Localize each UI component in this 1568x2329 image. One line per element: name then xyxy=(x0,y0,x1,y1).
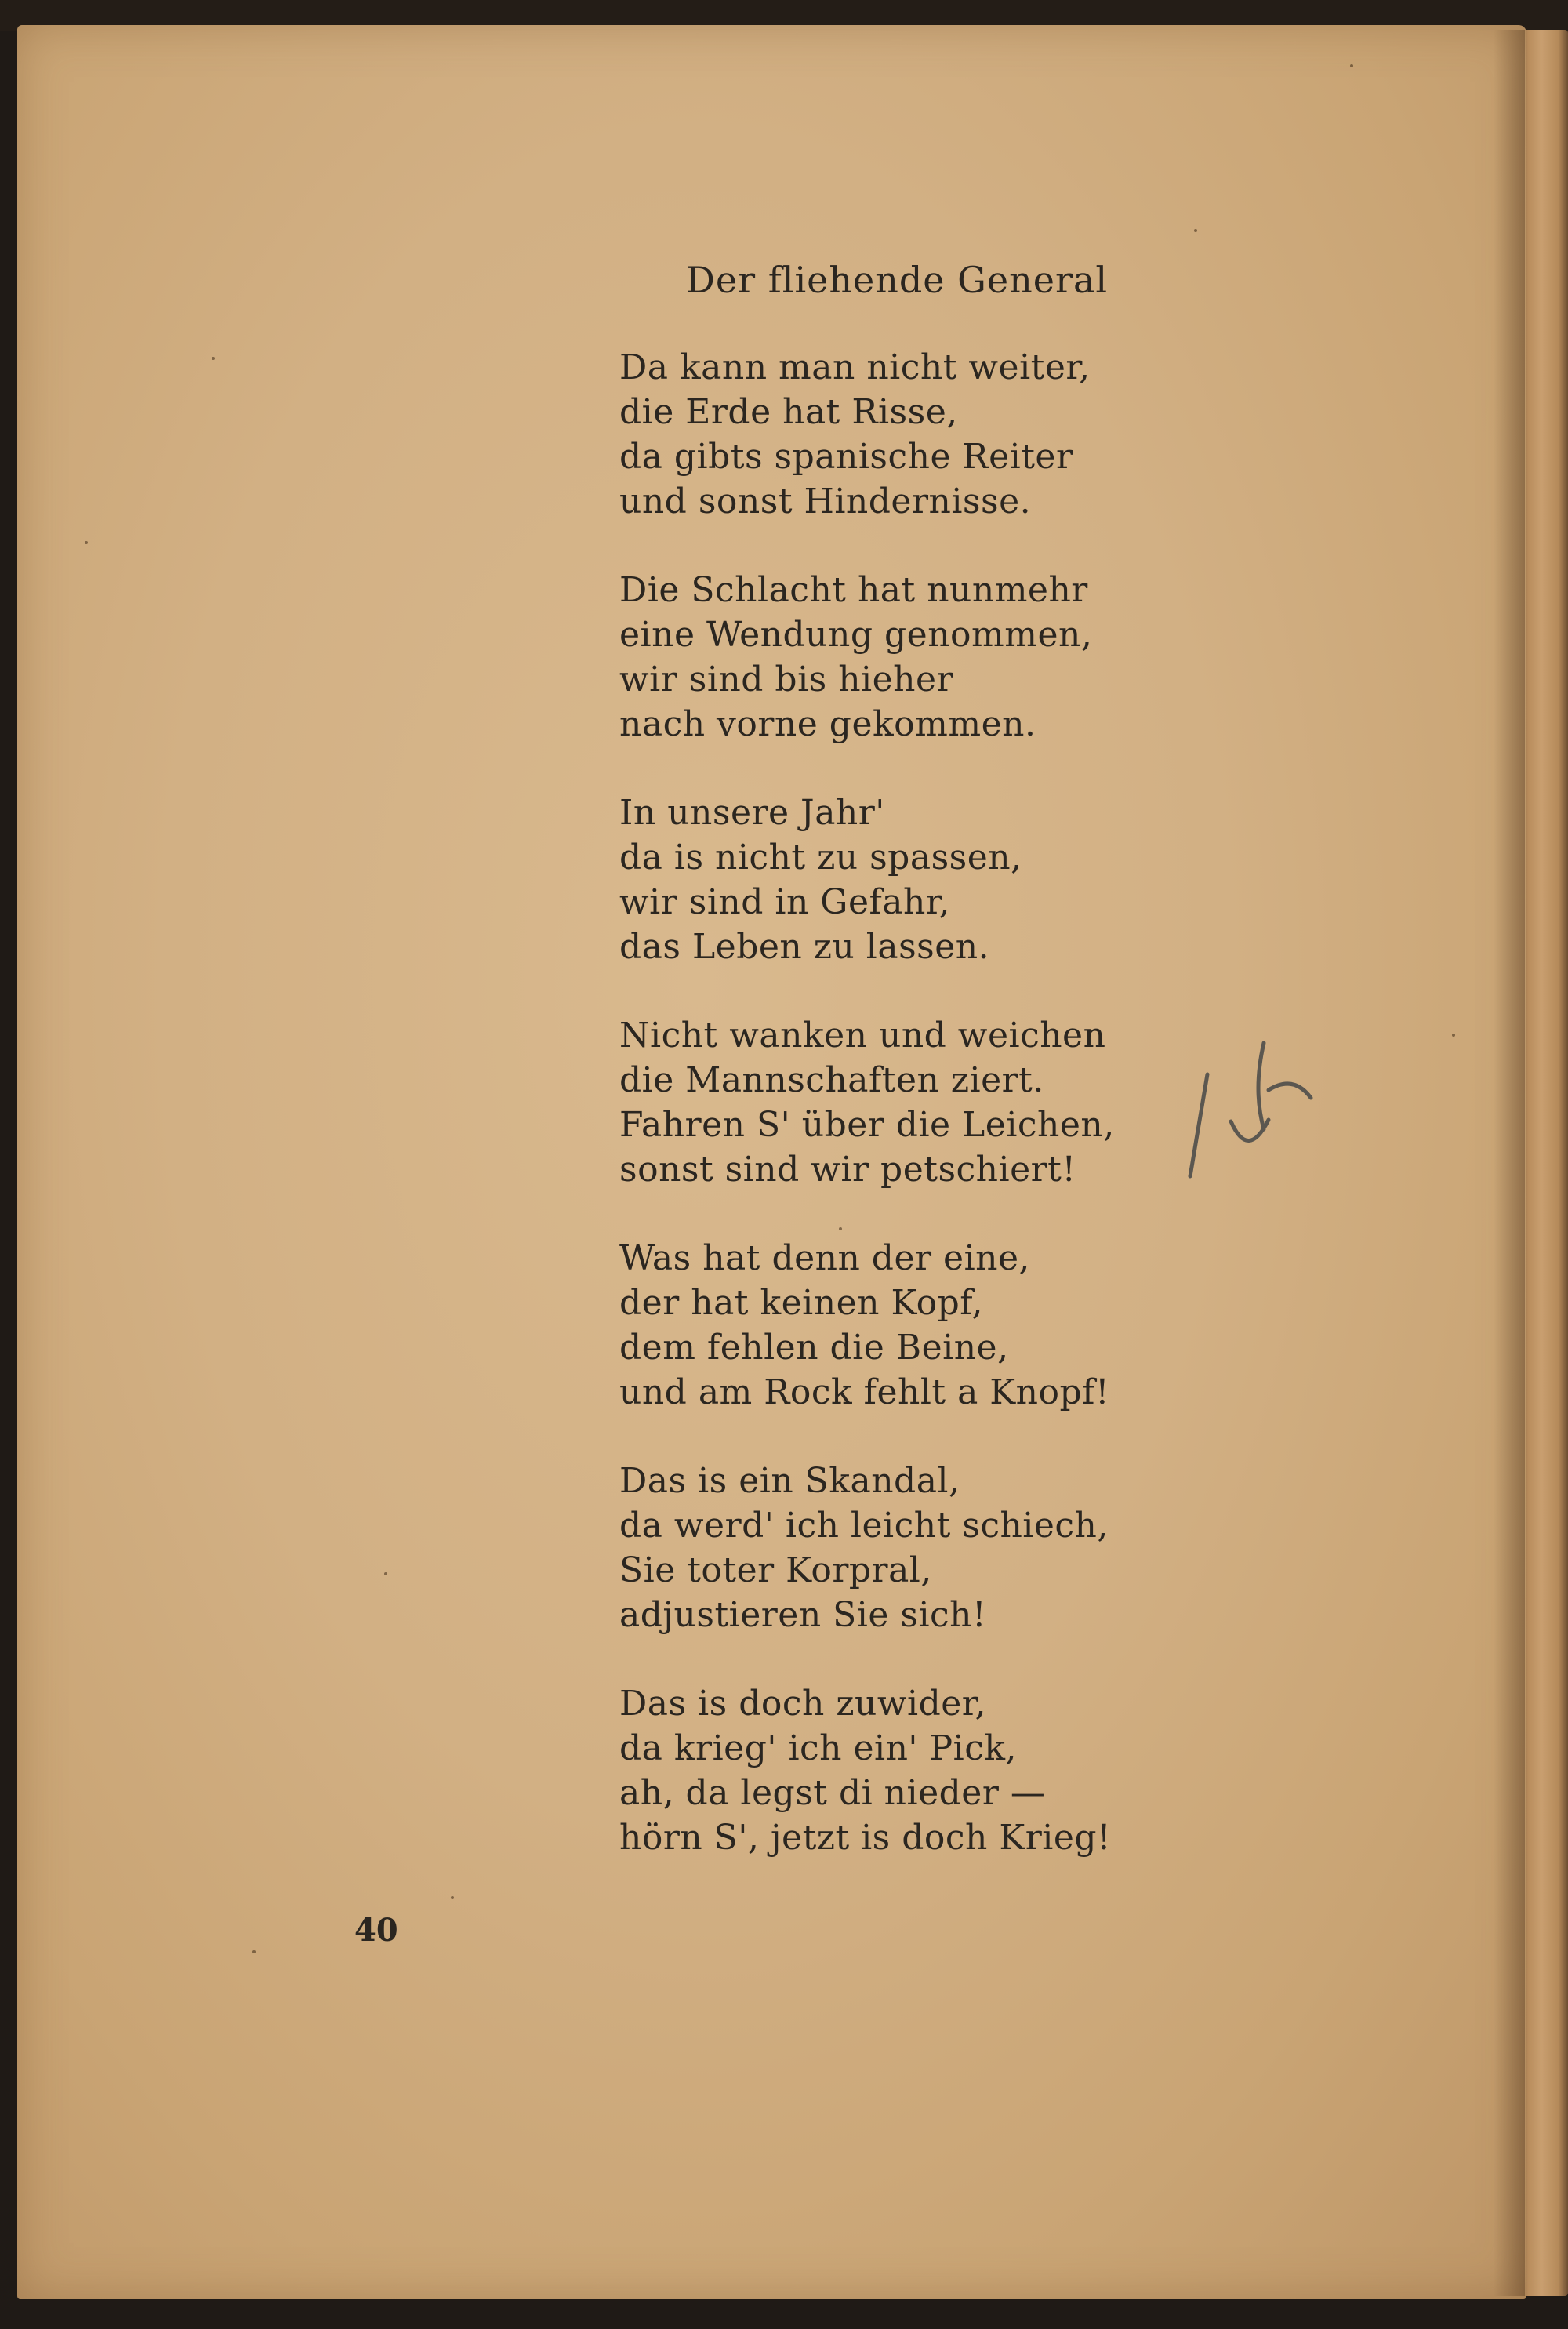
poem-line: wir sind bis hieher xyxy=(619,659,954,699)
poem-line: die Mannschaften ziert. xyxy=(619,1060,1044,1100)
stanza-3 xyxy=(619,790,1215,969)
poem-line: dem fehlen die Beine, xyxy=(619,1328,1009,1368)
poem-line: Sie toter Korpral, xyxy=(619,1550,932,1590)
poem-line: Was hat denn der eine, xyxy=(619,1238,1031,1278)
paper-speck xyxy=(1194,229,1197,232)
poem-line: sonst sind wir petschiert! xyxy=(619,1150,1076,1190)
gutter-shadow xyxy=(1494,30,1525,2296)
adjacent-page-edge xyxy=(1519,30,1568,2296)
paper-speck xyxy=(252,1950,256,1953)
paper-speck xyxy=(384,1572,387,1575)
poem-line: der hat keinen Kopf, xyxy=(619,1283,983,1323)
stanza-4 xyxy=(619,1013,1215,1192)
poem-body xyxy=(619,345,1215,1904)
paper-speck xyxy=(1350,64,1353,67)
poem-line: da is nicht zu spassen, xyxy=(619,837,1022,877)
stanza-6 xyxy=(619,1459,1215,1637)
poem-line: hörn S', jetzt is doch Krieg! xyxy=(619,1818,1112,1858)
handwritten-pencil-mark-icon xyxy=(1176,1027,1325,1184)
poem-line: Fahren S' über die Leichen, xyxy=(619,1105,1115,1145)
poem-line: wir sind in Gefahr, xyxy=(619,882,951,922)
poem-line: eine Wendung genommen, xyxy=(619,615,1093,655)
poem-line: die Erde hat Risse, xyxy=(619,392,958,432)
stanza-2 xyxy=(619,568,1215,747)
paper-speck xyxy=(1452,1034,1455,1037)
paper-speck xyxy=(839,1227,842,1230)
poem-line: In unsere Jahr' xyxy=(619,793,885,833)
poem-line: nach vorne gekommen. xyxy=(619,704,1036,744)
poem-line: und am Rock fehlt a Knopf! xyxy=(619,1372,1110,1412)
poem-line: da gibts spanische Reiter xyxy=(619,437,1073,477)
poem-line: Die Schlacht hat nunmehr xyxy=(619,570,1088,610)
poem-line: Das is doch zuwider, xyxy=(619,1684,986,1724)
poem-line: und sonst Hindernisse. xyxy=(619,481,1032,521)
paper-speck xyxy=(85,541,88,544)
paper-speck xyxy=(212,357,215,360)
poem-line: ah, da legst di nieder — xyxy=(619,1773,1046,1813)
stanza-1 xyxy=(619,345,1215,524)
stanza-5 xyxy=(619,1236,1215,1415)
poem-line: Da kann man nicht weiter, xyxy=(619,347,1091,387)
stanza-7 xyxy=(619,1681,1215,1860)
poem-line: das Leben zu lassen. xyxy=(619,927,990,967)
poem-title: Der fliehende General xyxy=(686,259,1109,301)
poem-line: Nicht wanken und weichen xyxy=(619,1016,1106,1055)
poem-line: adjustieren Sie sich! xyxy=(619,1595,987,1635)
poem-line: da krieg' ich ein' Pick, xyxy=(619,1728,1017,1768)
paper-speck xyxy=(451,1896,454,1899)
poem-line: da werd' ich leicht schiech, xyxy=(619,1506,1109,1546)
page-number: 40 xyxy=(354,1912,398,1949)
poem-line: Das is ein Skandal, xyxy=(619,1461,960,1501)
